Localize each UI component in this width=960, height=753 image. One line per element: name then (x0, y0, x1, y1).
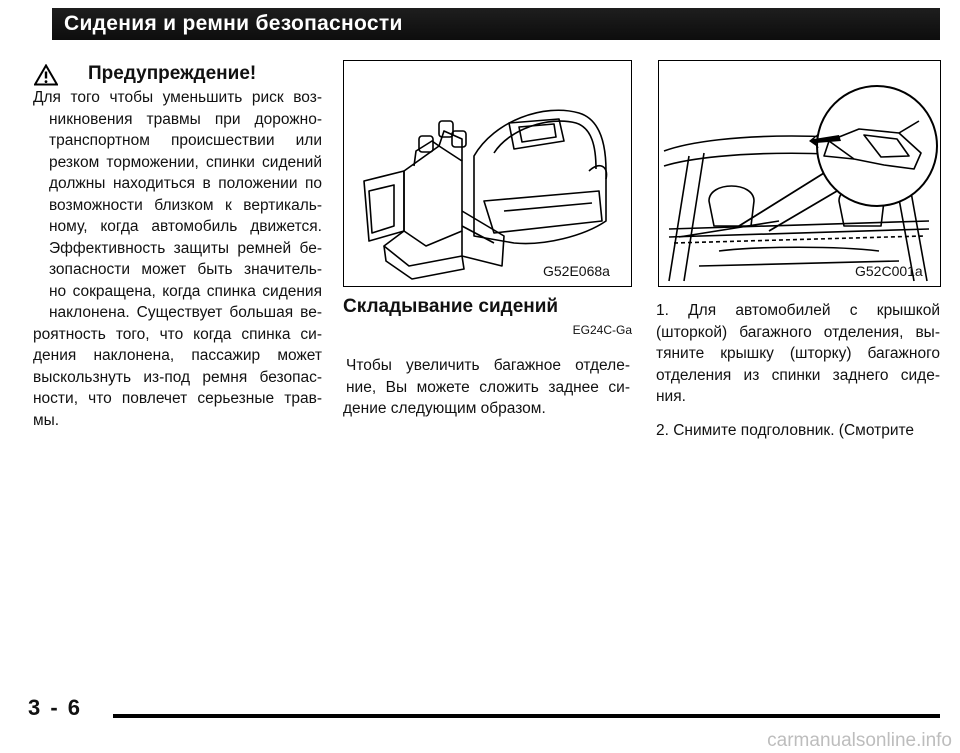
step-line: тяните крышку (шторку) багажного (656, 345, 940, 362)
warning-line: никновения травмы при дорожно- (49, 110, 322, 128)
warning-line: резком торможении, спинки сидений (49, 153, 322, 171)
step-line: 1. Для автомобилей с крышкой (656, 302, 940, 319)
warning-line: ности, что повлечет серьезные трав- (33, 390, 322, 407)
warning-line: зопасности может быть значитель- (49, 261, 322, 278)
step-line: отделения из спинки заднего сиде- (656, 366, 940, 384)
warning-line: транспортном происшествии или (49, 132, 322, 149)
warning-line: Эффективность защиты ремней бе- (49, 239, 322, 257)
section-code: EG24C-Ga (572, 323, 632, 337)
seat-folding-illustration (344, 61, 631, 286)
step-line: (шторкой) багажного отделения, вы- (656, 323, 940, 341)
warning-line: роятность того, что когда спинка си- (33, 325, 322, 343)
warning-text (33, 87, 322, 431)
warning-line: мы. (33, 411, 60, 429)
warning-line: ному, когда автомобиль движется. (49, 218, 322, 235)
section-text (343, 355, 630, 420)
warning-line: наклонена. Существует большая ве- (49, 304, 322, 321)
step-line: ния. (656, 388, 686, 405)
warning-line: должны находиться в положении по (49, 175, 322, 192)
step-line: 2. Снимите подголовник. (Смотрите (656, 422, 915, 439)
warning-line: возможности близком к вертикаль- (49, 196, 322, 214)
footer-rule (113, 714, 940, 718)
cargo-cover-illustration (659, 61, 940, 286)
figure-cargo-cover (658, 60, 941, 287)
page-number: 3 - 6 (28, 695, 83, 720)
watermark: carmanualsonline.info (767, 730, 952, 751)
warning-title: Предупреждение! (88, 63, 257, 84)
warning-triangle-icon (34, 64, 58, 86)
section-line: дение следующим образом. (343, 400, 546, 417)
section-line: Чтобы увеличить багажное отделе- (346, 357, 630, 374)
page-header-title: Сидения и ремни безопасности (64, 12, 403, 35)
section-line: ние, Вы можете сложить заднее си- (346, 378, 630, 396)
warning-line: дения наклонена, пассажир может (33, 347, 322, 364)
section-title: Складывание сидений (343, 296, 559, 317)
warning-line: но сокращена, когда спинка сидения (49, 282, 322, 300)
step-1-text (656, 300, 940, 408)
step-2-text (656, 420, 940, 442)
figure-seat-folding (343, 60, 632, 287)
warning-line: Для того чтобы уменьшить риск воз- (33, 89, 322, 106)
figure-code: G52C001a (855, 263, 923, 279)
warning-line: выскользнуть из-под ремня безопас- (33, 368, 322, 386)
header-bar (52, 8, 940, 40)
figure-code: G52E068a (543, 263, 610, 279)
